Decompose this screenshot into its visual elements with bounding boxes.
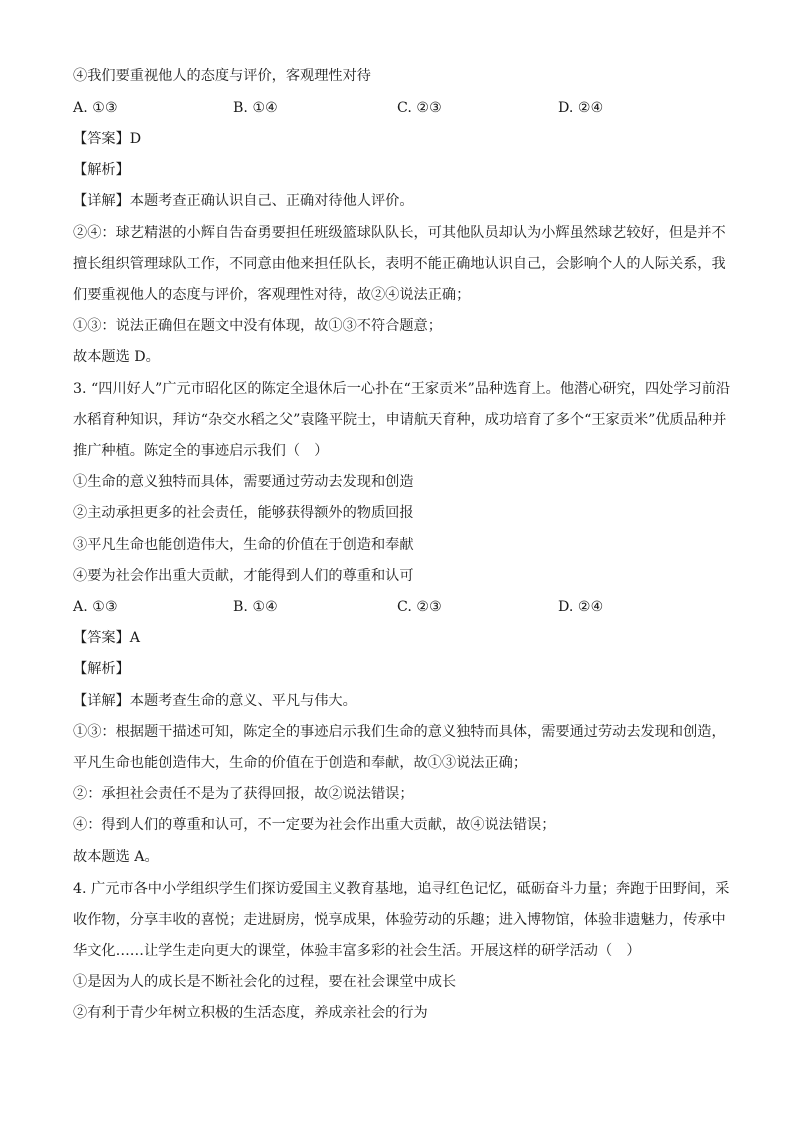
q3-para1-line1: ①③：根据题干描述可知，陈定全的事迹启示我们生命的意义独特而具体，需要通过劳动去发现和创造，: [73, 724, 726, 740]
q3-para3: ④：得到人们的尊重和认可，不一定要为社会作出重大贡献，故④说法错误；: [73, 817, 556, 833]
detail-text: 本题考查生命的意义、平凡与伟大。: [129, 693, 357, 709]
q2-para1-line2: 擅长组织管理球队工作，不同意由他来担任队长，表明不能正确地认识自己，会影响个人的人际关系，我: [73, 256, 726, 272]
q2-option-c: C. ②③: [397, 100, 442, 116]
detail-text: 本题考查正确认识自己、正确对待他人评价。: [129, 193, 414, 209]
q3-option-a: A. ①③: [73, 599, 118, 615]
q2-para1-line3: 们要重视他人的态度与评价，客观理性对待，故②④说法正确；: [73, 287, 471, 303]
q2-option-a: A. ①③: [73, 100, 118, 116]
answer-value: A: [129, 630, 141, 646]
q3-item-3: ③平凡生命也能创造伟大，生命的价值在于创造和奉献: [73, 537, 414, 553]
q2-para1-line1: ②④：球艺精湛的小辉自告奋勇要担任班级篮球队队长，可其他队员却认为小辉虽然球艺较好，但是并不: [73, 225, 726, 241]
q3-option-c: C. ②③: [397, 599, 442, 615]
answer-label: 【答案】: [73, 131, 130, 147]
q4-stem-line3: 华文化……让学生走向更大的课堂，体验丰富多彩的社会生活。开展这样的研学活动（ ）: [73, 943, 641, 959]
detail-label: 【详解】: [73, 193, 130, 209]
q3-item-2: ②主动承担更多的社会责任，能够获得额外的物质回报: [73, 505, 414, 521]
detail-label: 【详解】: [73, 693, 130, 709]
q3-option-b: B. ①④: [233, 599, 278, 615]
q3-para2: ②：承担社会责任不是为了获得回报，故②说法错误；: [73, 786, 414, 802]
answer-label: 【答案】: [73, 630, 130, 646]
answer-value: D: [129, 131, 142, 147]
q3-item-4: ④要为社会作出重大贡献，才能得到人们的尊重和认可: [73, 568, 414, 584]
q3-answer: [73, 628, 733, 648]
q2-analysis-label: 【解析】: [73, 162, 130, 178]
q3-stem-line2: 水稻育种知识，拜访“杂交水稻之父”袁隆平院士，申请航天育种，成功培育了多个“王家贡米”优质品种并: [73, 412, 727, 428]
q2-para2: ①③：说法正确但在题文中没有体现，故①③不符合题意；: [73, 318, 442, 334]
q3-stem-line3: 推广种植。陈定全的事迹启示我们（ ）: [73, 443, 329, 459]
q3-stem-line1: 3. “四川好人”广元市昭化区的陈定全退休后一心扑在“王家贡米”品种选育上。他潜心研究，四处学习前沿: [73, 381, 731, 397]
q2-options: [0, 98, 794, 118]
q3-item-1: ①生命的意义独特而具体，需要通过劳动去发现和创造: [73, 474, 414, 490]
q3-option-d: D. ②④: [558, 599, 604, 615]
q3-options: [0, 597, 794, 617]
q4-stem-line2: 收作物，分享丰收的喜悦；走进厨房，悦享成果，体验劳动的乐趣；进入博物馆，体验非遗魅力，传承中: [73, 912, 726, 928]
q3-detail: [73, 691, 733, 711]
q2-detail: [73, 191, 733, 211]
q4-item-2: ②有利于青少年树立积极的生活态度，养成亲社会的行为: [73, 1005, 428, 1021]
q2-answer: [73, 129, 733, 149]
q3-analysis-label: 【解析】: [73, 661, 130, 677]
q2-option-b: B. ①④: [233, 100, 278, 116]
q4-item-1: ①是因为人的成长是不断社会化的过程，要在社会课堂中成长: [73, 974, 457, 990]
q3-para1-line2: 平凡生命也能创造伟大，生命的价值在于创造和奉献，故①③说法正确；: [73, 755, 528, 771]
q2-option-d: D. ②④: [558, 100, 604, 116]
q3-conclusion: 故本题选 A。: [73, 849, 159, 865]
q2-conclusion: 故本题选 D。: [73, 349, 160, 365]
q2-item-4: ④我们要重视他人的态度与评价，客观理性对待: [73, 68, 371, 84]
q4-stem-line1: 4. 广元市各中小学组织学生们探访爱国主义教育基地，追寻红色记忆，砥砺奋斗力量；奔跑于田野间，采: [73, 881, 730, 897]
